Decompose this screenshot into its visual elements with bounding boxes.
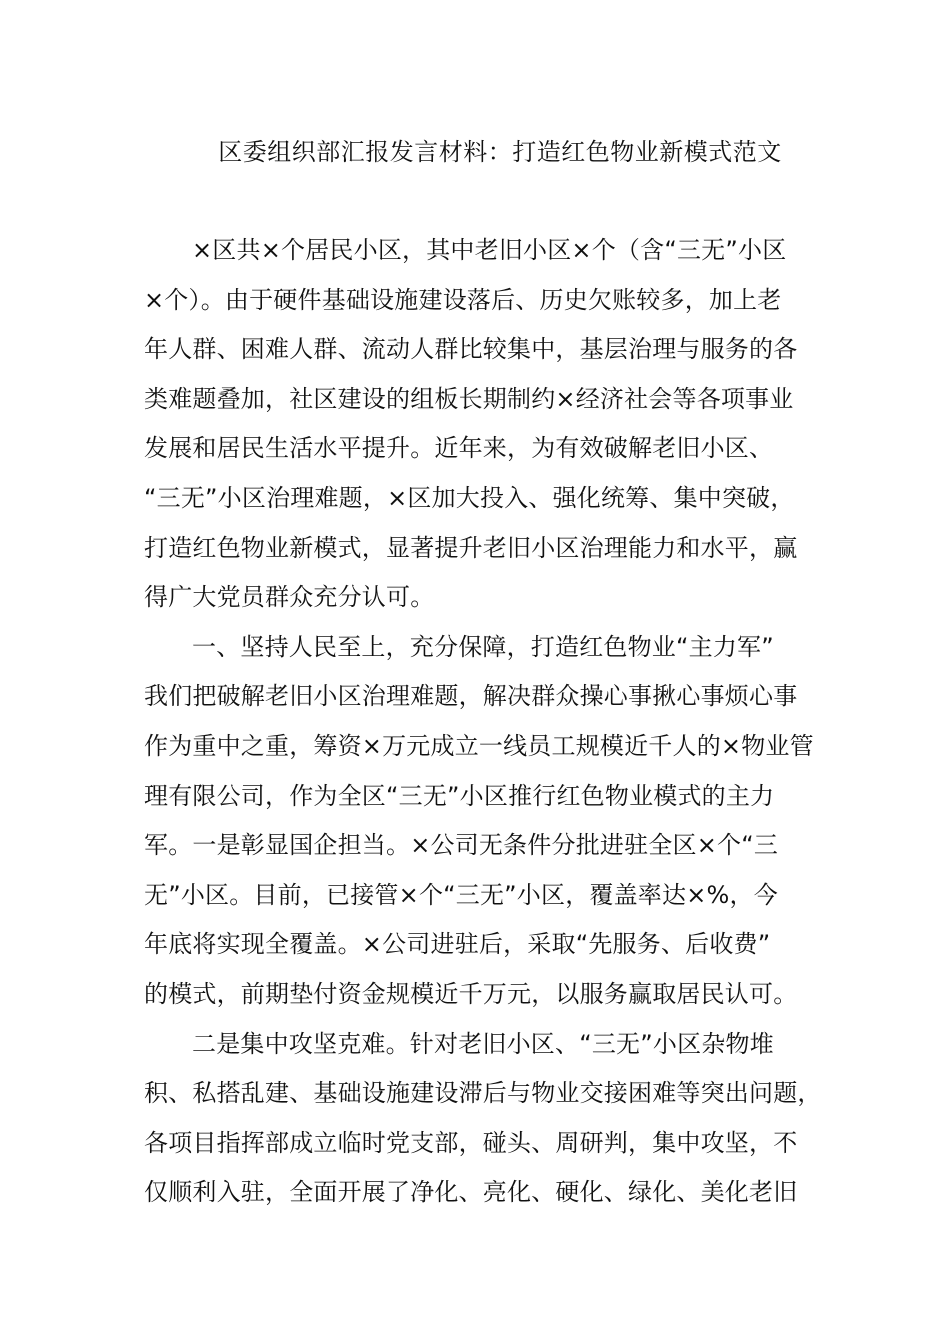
paragraph-line: 年人群、困难人群、流动人群比较集中，基层治理与服务的各 bbox=[144, 335, 798, 364]
paragraph-line: ×个）。由于硬件基础设施建设落后、历史欠账较多，加上老 bbox=[144, 285, 782, 314]
document-body bbox=[144, 226, 844, 1218]
paragraph-line: 各项目指挥部成立临时党支部，碰头、周研判，集中攻坚，不 bbox=[144, 1128, 798, 1157]
paragraph-line: 理有限公司，作为全区“三无”小区推行红色物业模式的主力 bbox=[144, 781, 775, 810]
paragraph-line: 打造红色物业新模式，显著提升老旧小区治理能力和水平，赢 bbox=[144, 533, 798, 562]
paragraph-line: “三无”小区治理难题，×区加大投入、强化统筹、集中突破， bbox=[144, 483, 795, 512]
paragraph-line: 发展和居民生活水平提升。近年来，为有效破解老旧小区、 bbox=[144, 434, 774, 463]
paragraph-line: ×区共×个居民小区，其中老旧小区×个（含“三无”小区 bbox=[192, 236, 787, 264]
paragraph-line: 二是集中攻坚克难。针对老旧小区、“三无”小区杂物堆 bbox=[192, 1029, 774, 1058]
document-title: 区委组织部汇报发言材料：打造红色物业新模式范文 bbox=[218, 138, 782, 166]
paragraph-line: 积、私搭乱建、基础设施建设滞后与物业交接困难等突出问题， bbox=[144, 1079, 822, 1108]
section-heading: 一、坚持人民至上，充分保障，打造红色物业“主力军” bbox=[192, 632, 774, 661]
paragraph-line: 作为重中之重，筹资×万元成立一线员工规模近千人的×物业管 bbox=[144, 731, 814, 760]
paragraph-line: 军。一是彰显国企担当。×公司无条件分批进驻全区×个“三 bbox=[144, 831, 779, 860]
paragraph-line: 类难题叠加，社区建设的组板长期制约×经济社会等各项事业 bbox=[144, 384, 794, 413]
paragraph-line: 年底将实现全覆盖。×公司进驻后，采取“先服务、后收费” bbox=[144, 930, 771, 959]
paragraph-line: 无”小区。目前，已接管×个“三无”小区，覆盖率达×%，今 bbox=[144, 880, 778, 909]
paragraph-line: 得广大党员群众充分认可。 bbox=[144, 583, 435, 612]
paragraph-line: 仅顺利入驻，全面开展了净化、亮化、硬化、绿化、美化老旧 bbox=[144, 1178, 798, 1207]
paragraph-line: 的模式，前期垫付资金规模近千万元，以服务赢取居民认可。 bbox=[144, 979, 798, 1008]
paragraph-line: 我们把破解老旧小区治理难题，解决群众操心事揪心事烦心事 bbox=[144, 682, 798, 711]
